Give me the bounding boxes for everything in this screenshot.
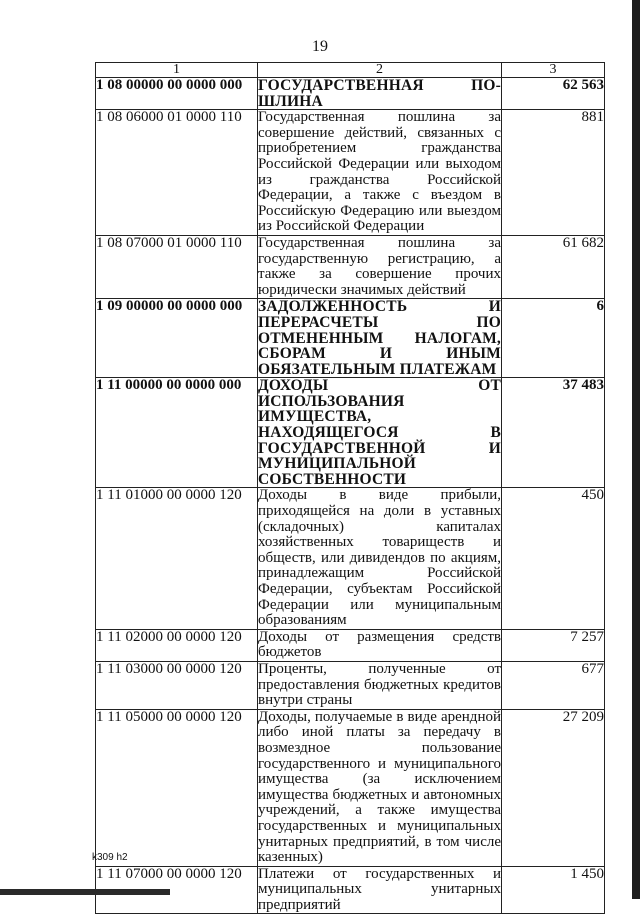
amount: 62 563 xyxy=(502,78,605,110)
table-row xyxy=(96,661,605,709)
description: Платежи от государственных и муниципальных унитарных предприятий xyxy=(258,865,501,913)
description: Государственная пошлина за государственную регистрацию, а также за совершение прочих юридически значимых действий xyxy=(258,234,501,298)
table-row xyxy=(96,709,605,866)
column-header-3: 3 xyxy=(502,63,605,78)
budget-code: 1 11 05000 00 0000 120 xyxy=(96,709,258,866)
amount: 27 209 xyxy=(502,709,605,866)
description: Доходы от размещения средств бюджетов xyxy=(258,628,501,661)
budget-code: 1 08 06000 01 0000 110 xyxy=(96,110,258,236)
amount: 881 xyxy=(502,110,605,236)
amount: 6 xyxy=(502,299,605,378)
amount: 37 483 xyxy=(502,378,605,488)
amount: 450 xyxy=(502,488,605,629)
budget-code: 1 11 03000 00 0000 120 xyxy=(96,661,258,709)
description: Государственная пошлина за совершение действий, связанных с приобретением гражданства Российской Федерации или выходом из гражданства Российской Федерации, а также с въездом в Российскую Федерацию или выездом из Российской Федерации xyxy=(258,109,501,235)
description: ГОСУДАРСТВЕННАЯ ПО-ШЛИНА xyxy=(258,77,501,110)
table-row xyxy=(96,299,605,378)
table-row xyxy=(96,110,605,236)
document-footer-code: k309 h2 xyxy=(92,852,128,863)
description: Доходы, получаемые в виде арендной либо иной платы за передачу в возмездное пользование государственного и муниципального имущества (за исключением имущества бюджетных и автономных учреждений, а также имущества государственных и муниципальных унитарных предприятий, в том числе казенных) xyxy=(258,708,501,866)
table-row xyxy=(96,235,605,298)
column-header-1: 1 xyxy=(96,63,258,78)
budget-revenue-table xyxy=(95,62,605,914)
table-row xyxy=(96,378,605,488)
budget-code: 1 08 00000 00 0000 000 xyxy=(96,78,258,110)
description: ЗАДОЛЖЕННОСТЬ И ПЕРЕРАСЧЕТЫ ПО ОТМЕНЕННЫМ НАЛОГАМ, СБОРАМ И ИНЫМ ОБЯЗАТЕЛЬНЫМ ПЛАТЕЖАМ xyxy=(258,298,501,378)
budget-code: 1 11 00000 00 0000 000 xyxy=(96,378,258,488)
table-row xyxy=(96,866,605,914)
budget-code: 1 11 07000 00 0000 120 xyxy=(96,866,258,914)
amount: 1 450 xyxy=(502,866,605,914)
description: Доходы в виде прибыли, приходящейся на доли в уставных (складочных) капиталах хозяйственных товариществ и обществ, или дивидендов по акциям, принадлежащим Российской Федерации, субъектам Российской Федерации или муниципальным образованиям xyxy=(258,487,501,629)
column-header-2: 2 xyxy=(258,63,502,78)
description: Проценты, полученные от предоставления бюджетных кредитов внутри страны xyxy=(258,660,501,709)
amount: 61 682 xyxy=(502,235,605,298)
page-number: 19 xyxy=(312,38,328,55)
budget-code: 1 09 00000 00 0000 000 xyxy=(96,299,258,378)
scan-edge-mark-right xyxy=(632,0,640,899)
budget-code: 1 11 01000 00 0000 120 xyxy=(96,488,258,629)
table-row xyxy=(96,78,605,110)
table-row xyxy=(96,629,605,661)
table-row xyxy=(96,488,605,629)
budget-code: 1 11 02000 00 0000 120 xyxy=(96,629,258,661)
amount: 677 xyxy=(502,661,605,709)
table-header-row xyxy=(96,63,605,78)
amount: 7 257 xyxy=(502,629,605,661)
description: ДОХОДЫ ОТ ИСПОЛЬЗОВАНИЯ ИМУЩЕСТВА, НАХОДЯЩЕГОСЯ В ГОСУДАРСТВЕННОЙ И МУНИЦИПАЛЬНОЙ СОБСТВЕННОСТИ xyxy=(258,377,501,488)
budget-code: 1 08 07000 01 0000 110 xyxy=(96,235,258,298)
scan-edge-mark xyxy=(0,889,170,895)
